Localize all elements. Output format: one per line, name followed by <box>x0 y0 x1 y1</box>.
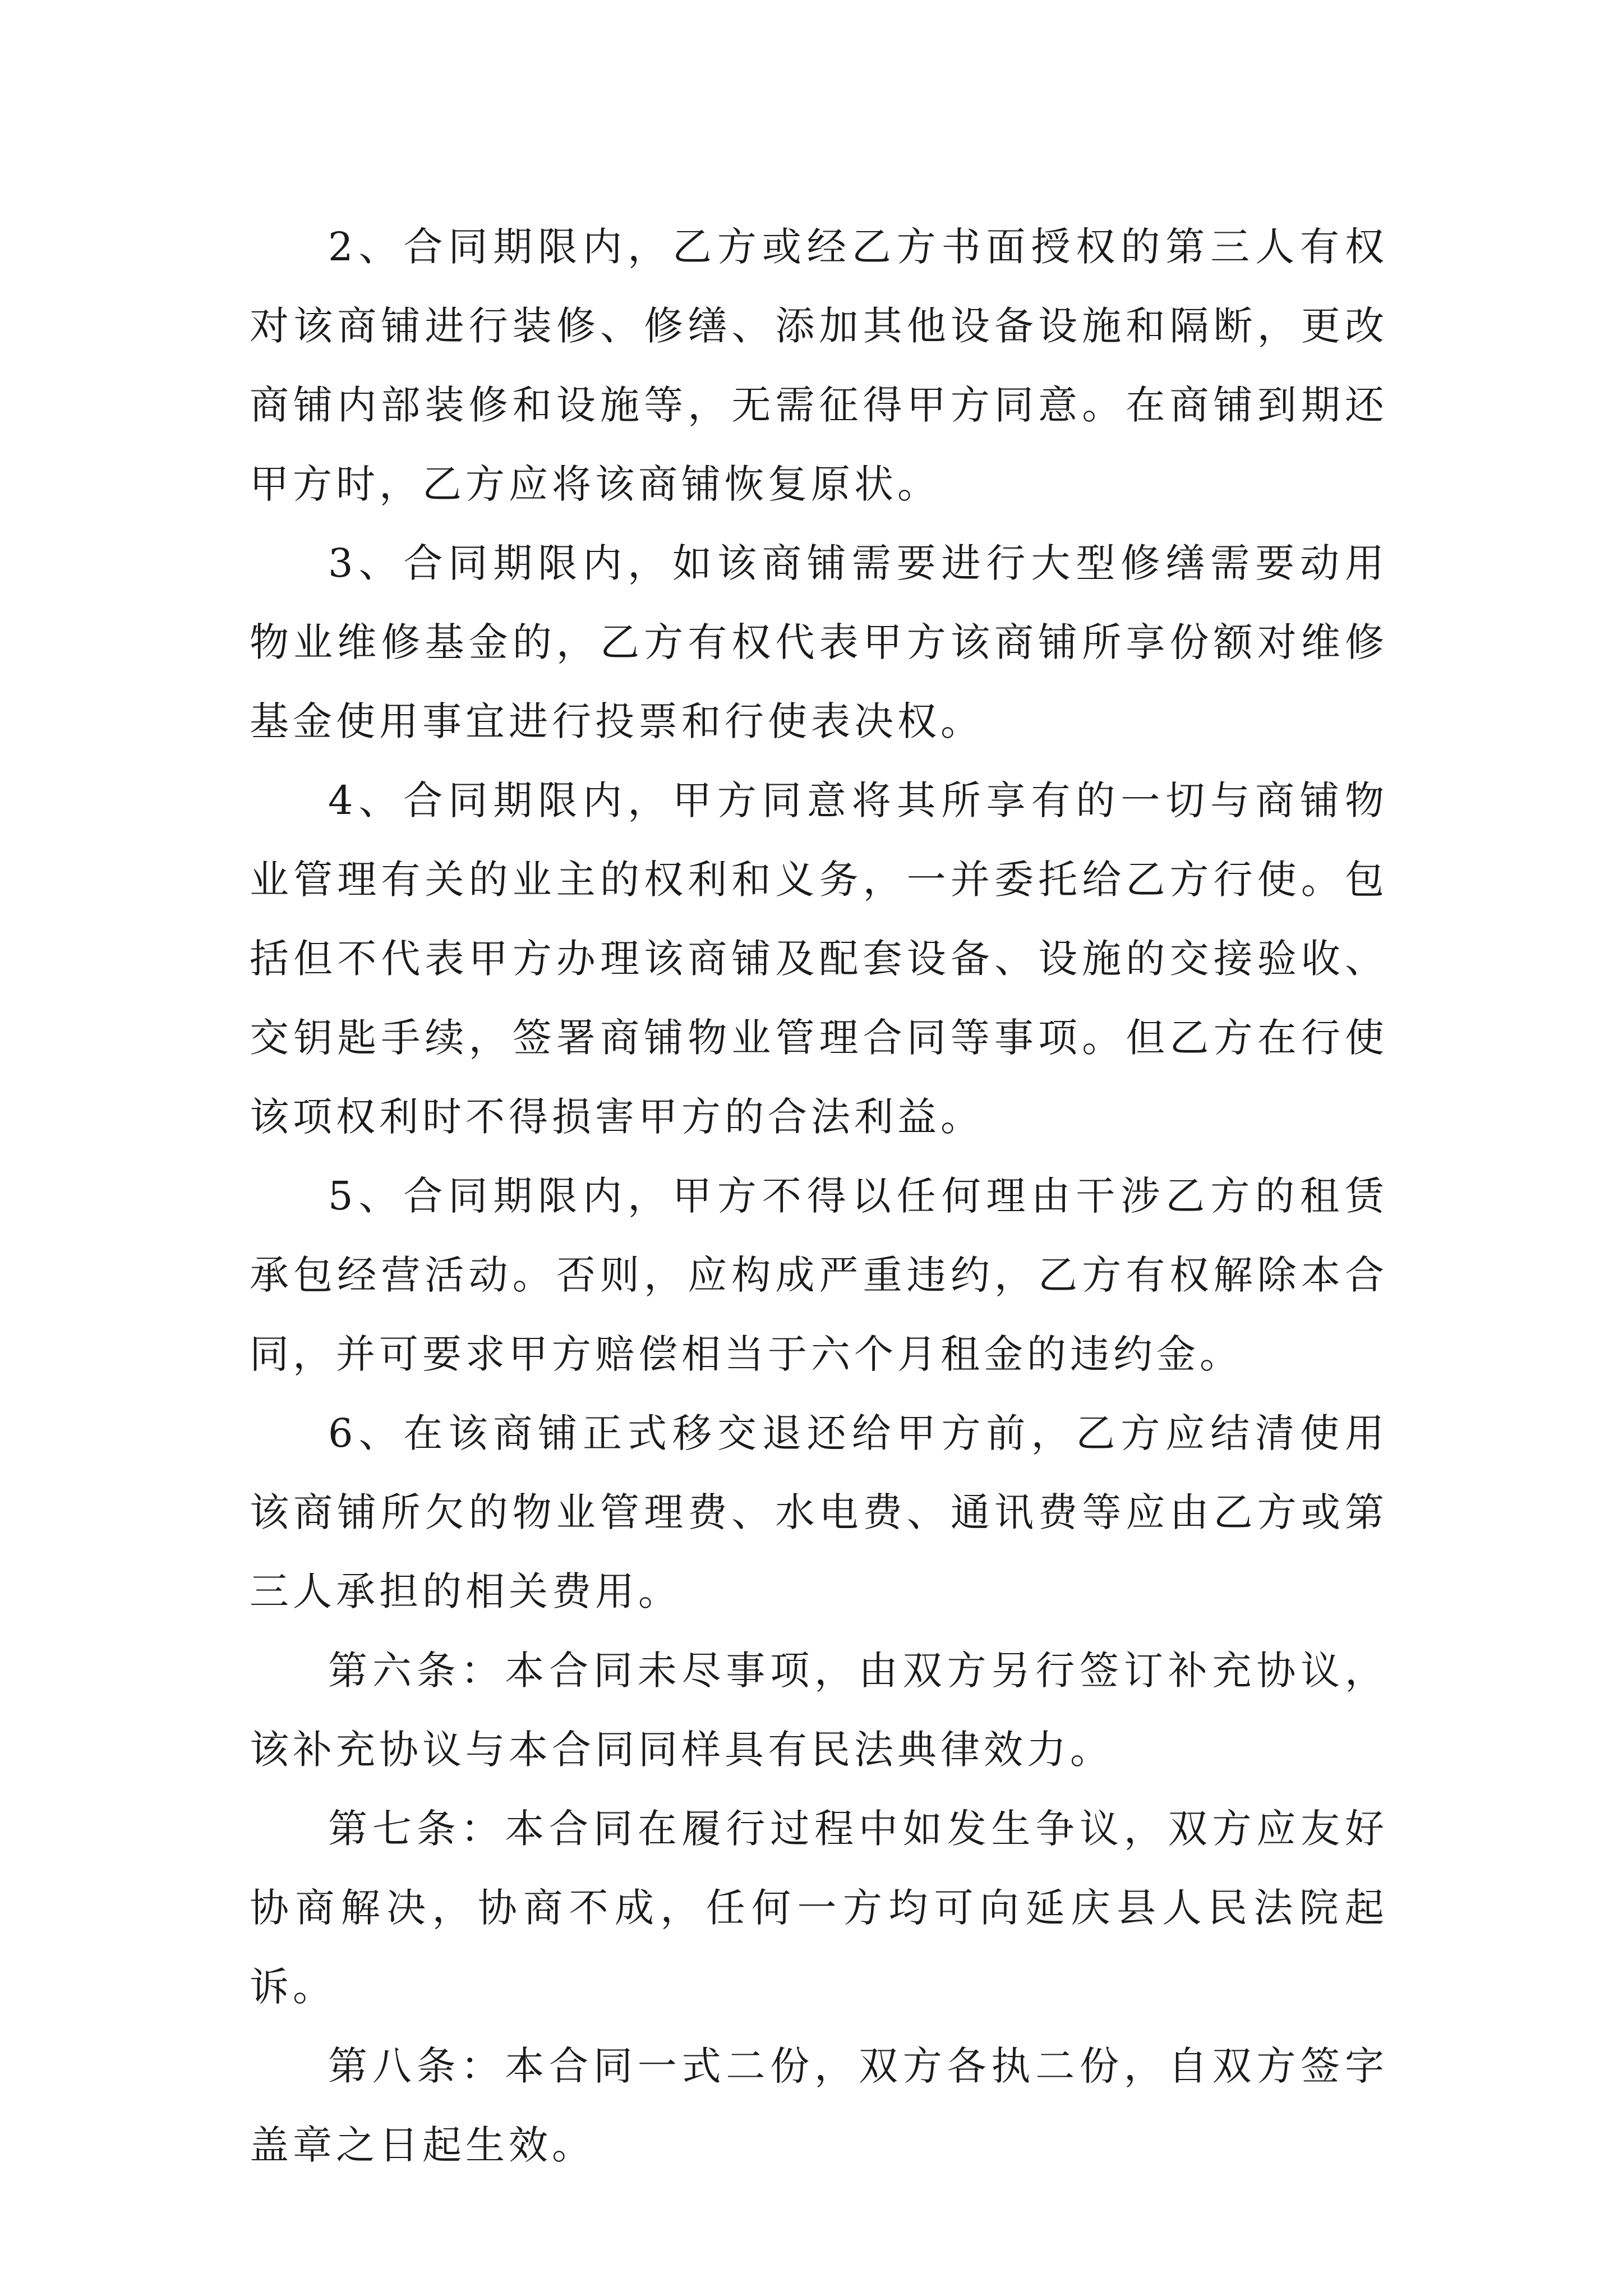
article-paragraph: 第七条：本合同在履行过程中如发生争议，双方应友好协商解决，协商不成，任何一方均可向延庆县人民法院起诉。 <box>250 1806 1388 2010</box>
document-body <box>250 208 1388 2185</box>
article-paragraph: 第八条：本合同一式二份，双方各执二份，自双方签字盖章之日起生效。 <box>250 2043 1388 2168</box>
article-paragraph: 第六条：本合同未尽事项，由双方另行签订补充协议，该补充协议与本合同同样具有民法典律效力。 <box>250 1648 1388 1773</box>
clause-paragraph: 4、合同期限内，甲方同意将其所享有的一切与商铺物业管理有关的业主的权利和义务，一并委托给乙方行使。包括但不代表甲方办理该商铺及配套设备、设施的交接验收、交钥匙手续，签署商铺物业管理合同等事项。但乙方在行使该项权利时不得损害甲方的合法利益。 <box>250 777 1388 1140</box>
clause-paragraph: 6、在该商铺正式移交退还给甲方前，乙方应结清使用该商铺所欠的物业管理费、水电费、通讯费等应由乙方或第三人承担的相关费用。 <box>250 1410 1388 1614</box>
clause-paragraph: 2、合同期限内，乙方或经乙方书面授权的第三人有权对该商铺进行装修、修缮、添加其他设备设施和隔断，更改商铺内部装修和设施等，无需征得甲方同意。在商铺到期还甲方时，乙方应将该商铺恢复原状。 <box>250 224 1388 507</box>
clause-paragraph: 5、合同期限内，甲方不得以任何理由干涉乙方的租赁承包经营活动。否则，应构成严重违约，乙方有权解除本合同，并可要求甲方赔偿相当于六个月租金的违约金。 <box>250 1173 1388 1377</box>
clause-paragraph: 3、合同期限内，如该商铺需要进行大型修缮需要动用物业维修基金的，乙方有权代表甲方该商铺所享份额对维修基金使用事宜进行投票和行使表决权。 <box>250 540 1388 744</box>
